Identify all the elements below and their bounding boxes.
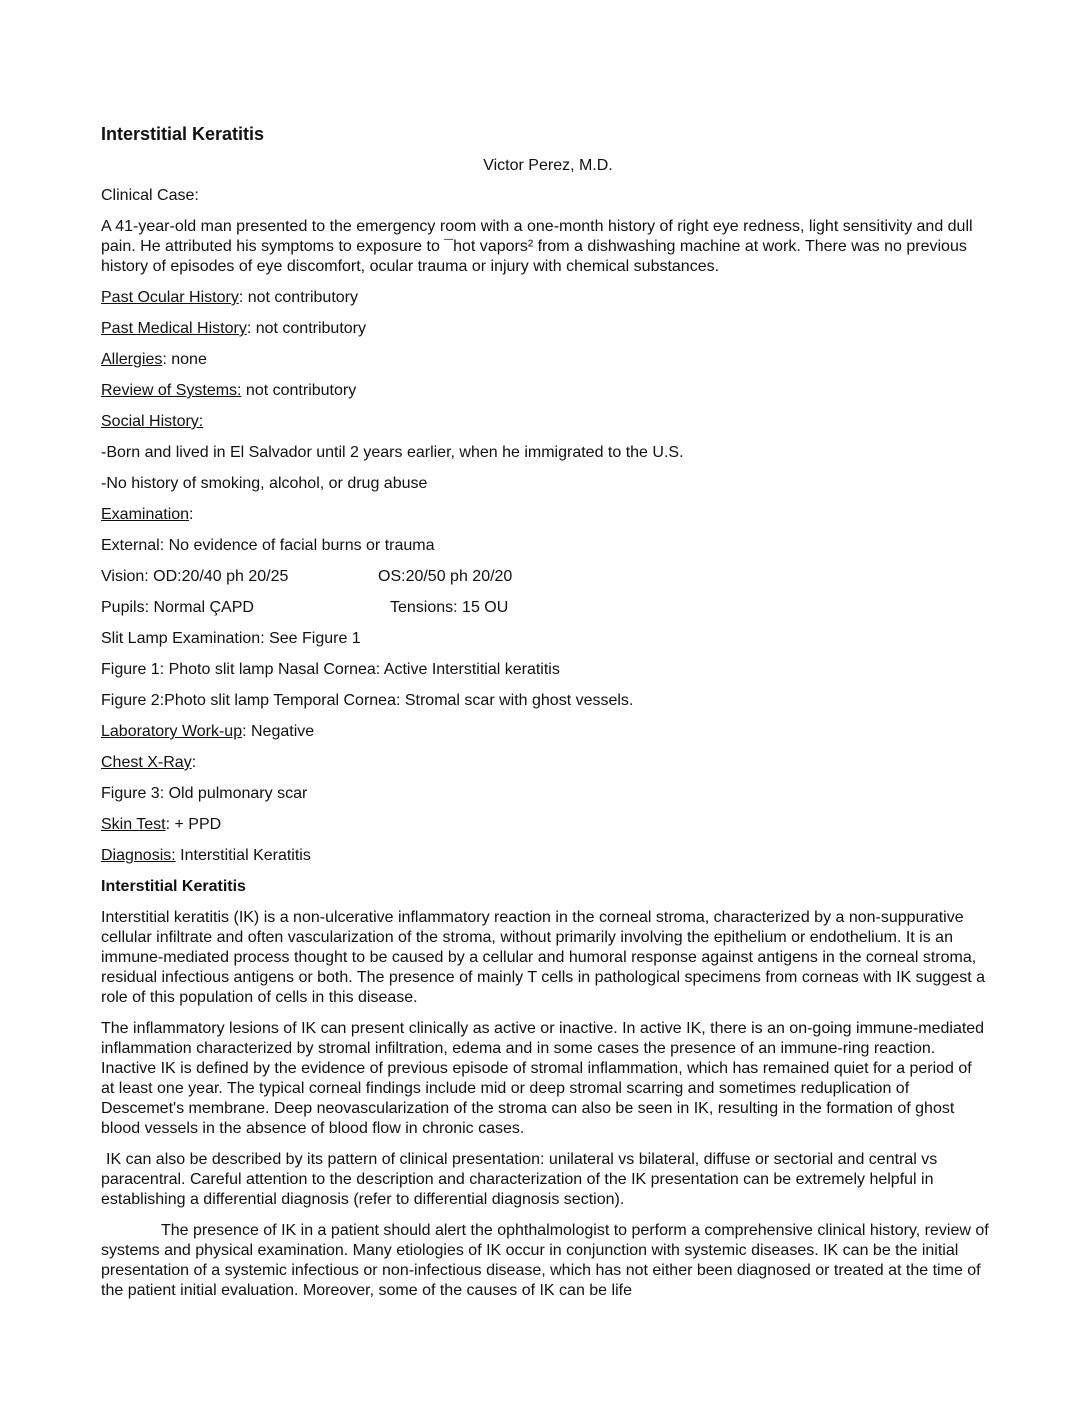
past-ocular-history-label: Past Ocular History <box>101 289 239 306</box>
body-paragraph-3: IK can also be described by its pattern of clinical presentation: unilateral vs bilateral, diffuse or sectorial and central vs paracentral. Careful attention to the description and characterization of the IK presentation can be extremely helpful in establishing a differential diagnosis (refer to differential diagnosis section). <box>101 1151 938 1208</box>
laboratory-workup-value: : Negative <box>242 723 315 740</box>
body-paragraph-1: Interstitial keratitis (IK) is a non-ulcerative inflammatory reaction in the corneal stroma, characterized by a non-suppurative cellular infiltrate and often vascularization of the stroma, without primarily involving the epithelium or endothelium. It is an immune-mediated process thought to be caused by a cellular and humoral response against antigens in the corneal stroma, residual infectious antigens or both. The presence of mainly T cells in pathological specimens from corneas with IK suggest a role of this population of cells in this disease. <box>101 909 986 1006</box>
chest-xray <box>101 753 989 773</box>
laboratory-workup <box>101 722 989 742</box>
review-of-systems-value: not contributory <box>241 382 357 399</box>
diagnosis-value: Interstitial Keratitis <box>175 847 311 864</box>
chest-xray-label: Chest X-Ray <box>101 754 192 771</box>
vision-os: OS:20/50 ph 20/20 <box>378 568 513 585</box>
pupils: Pupils: Normal ÇAPD <box>101 599 254 616</box>
figure-3-caption: Figure 3: Old pulmonary scar <box>101 785 308 802</box>
social-history-label: Social History: <box>101 413 204 430</box>
document-title: Interstitial Keratitis <box>101 124 265 144</box>
past-medical-history-label: Past Medical History <box>101 320 247 337</box>
social-history-item: -Born and lived in El Salvador until 2 years earlier, when he immigrated to the U.S. <box>101 444 684 461</box>
skin-test-label: Skin Test <box>101 816 166 833</box>
examination-heading <box>101 505 989 525</box>
chest-xray-suffix: : <box>191 754 197 771</box>
past-ocular-history-value: : not contributory <box>238 289 358 306</box>
diagnosis <box>101 846 989 866</box>
case-intro-paragraph: A 41-year-old man presented to the emergency room with a one-month history of right eye redness, light sensitivity and dull pain. He attributed his symptoms to exposure to ¯hot vapors² from a dishwashing machine at work. There was no previous history of episodes of eye discomfort, ocular trauma or injury with chemical substances. <box>101 218 973 275</box>
allergies <box>101 350 989 370</box>
allergies-value: : none <box>162 351 207 368</box>
allergies-label: Allergies <box>101 351 163 368</box>
past-medical-history-value: : not contributory <box>246 320 366 337</box>
review-of-systems <box>101 381 989 401</box>
figure-2-caption: Figure 2:Photo slit lamp Temporal Cornea: Stromal scar with ghost vessels. <box>101 692 634 709</box>
social-history-item: -No history of smoking, alcohol, or drug abuse <box>101 475 428 492</box>
slit-lamp-exam: Slit Lamp Examination: See Figure 1 <box>101 630 361 647</box>
diagnosis-label: Diagnosis: <box>101 847 176 864</box>
examination-label: Examination <box>101 506 190 523</box>
section-heading: Interstitial Keratitis <box>101 878 246 895</box>
skin-test-value: : + PPD <box>165 816 222 833</box>
document-page <box>101 124 989 1312</box>
social-history <box>101 412 989 432</box>
laboratory-workup-label: Laboratory Work-up <box>101 723 243 740</box>
vision-od: Vision: OD:20/40 ph 20/25 <box>101 568 289 585</box>
body-paragraph-4: The presence of IK in a patient should alert the ophthalmologist to perform a comprehensive clinical history, review of systems and physical examination. Many etiologies of IK occur in conjunction with systemic diseases. IK can be the initial presentation of a systemic infectious or non-infectious disease, which has not either been diagnosed or treated at the time of the patient initial evaluation. Moreover, some of the causes of IK can be life <box>101 1222 989 1299</box>
past-ocular-history <box>101 288 989 308</box>
skin-test <box>101 815 989 835</box>
body-paragraph-2: The inflammatory lesions of IK can present clinically as active or inactive. In active IK, there is an on-going immune-mediated inflammation characterized by stromal infiltration, edema and in some cases the presence of an immune-ring reaction. Inactive IK is defined by the evidence of previous episode of stromal inflammation, which has remained quiet for a period of at least one year. The typical corneal findings include mid or deep stromal scarring and sometimes reduplication of Descemet's membrane. Deep neovascularization of the stroma can also be seen in IK, resulting in the formation of ghost blood vessels in the absence of blood flow in chronic cases. <box>101 1020 985 1137</box>
figure-1-caption: Figure 1: Photo slit lamp Nasal Cornea: Active Interstitial keratitis <box>101 661 560 678</box>
external-exam: External: No evidence of facial burns or trauma <box>101 537 435 554</box>
pupils-row <box>101 598 989 618</box>
tensions: Tensions: 15 OU <box>390 599 509 616</box>
author-line: Victor Perez, M.D. <box>483 157 613 174</box>
vision-row <box>101 567 989 587</box>
past-medical-history <box>101 319 989 339</box>
review-of-systems-label: Review of Systems: <box>101 382 242 399</box>
clinical-case-heading: Clinical Case: <box>101 187 199 204</box>
examination-label-suffix: : <box>189 506 194 523</box>
